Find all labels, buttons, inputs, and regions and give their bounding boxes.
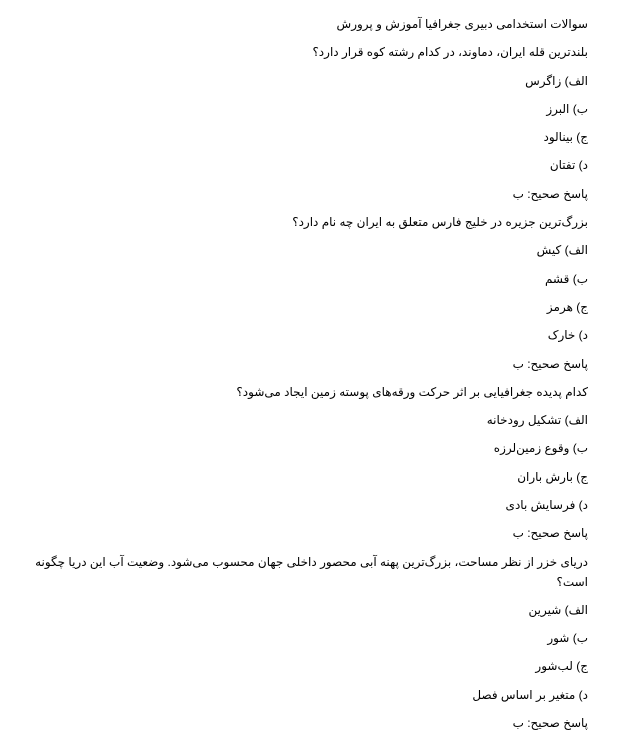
option-c: ج) بارش باران	[517, 469, 588, 484]
correct-answer: پاسخ صحیح: ب	[512, 715, 588, 730]
option-c: ج) بینالود	[543, 130, 588, 145]
option-b: ب) وقوع زمین‌لرزه	[493, 441, 588, 456]
question-text: بزرگ‌ترین جزیره در خلیج فارس متعلق به ایران چه نام دارد؟	[292, 215, 588, 230]
question-block	[14, 212, 588, 373]
question-text: دریای خزر از نظر مساحت، بزرگ‌ترین پهنه آبی محصور داخلی جهان محسوب می‌شود. وضعیت آب این دریا چگونه است؟	[35, 554, 588, 589]
correct-answer: پاسخ صحیح: ب	[512, 186, 588, 201]
option-b: ب) البرز	[546, 101, 588, 116]
correct-answer: پاسخ صحیح: ب	[512, 356, 588, 371]
question-text: کدام پدیده جغرافیایی بر اثر حرکت ورقه‌های پوسته زمین ایجاد می‌شود؟	[236, 384, 588, 399]
option-a: الف) زاگرس	[525, 73, 588, 88]
option-b: ب) قشم	[544, 271, 588, 286]
option-b: ب) شور	[547, 630, 588, 645]
option-d: د) فرسایش بادی	[505, 498, 588, 513]
correct-answer: پاسخ صحیح: ب	[512, 526, 588, 541]
option-a: الف) تشکیل رودخانه	[486, 413, 588, 428]
option-d: د) تفتان	[549, 158, 588, 173]
option-d: د) خارک	[547, 328, 588, 343]
question-text: بلندترین قله ایران، دماوند، در کدام رشته کوه قرار دارد؟	[312, 45, 588, 60]
option-a: الف) شیرین	[528, 602, 588, 617]
question-block	[14, 382, 588, 543]
question-block	[14, 552, 588, 733]
option-c: ج) لب‌شور	[535, 659, 588, 674]
option-a: الف) کیش	[536, 243, 588, 258]
question-block	[14, 42, 588, 203]
document-title: سوالات استخدامی دبیری جغرافیا آموزش و پرورش	[336, 17, 588, 31]
option-c: ج) هرمز	[546, 299, 588, 314]
option-d: د) متغیر بر اساس فصل	[472, 687, 588, 702]
